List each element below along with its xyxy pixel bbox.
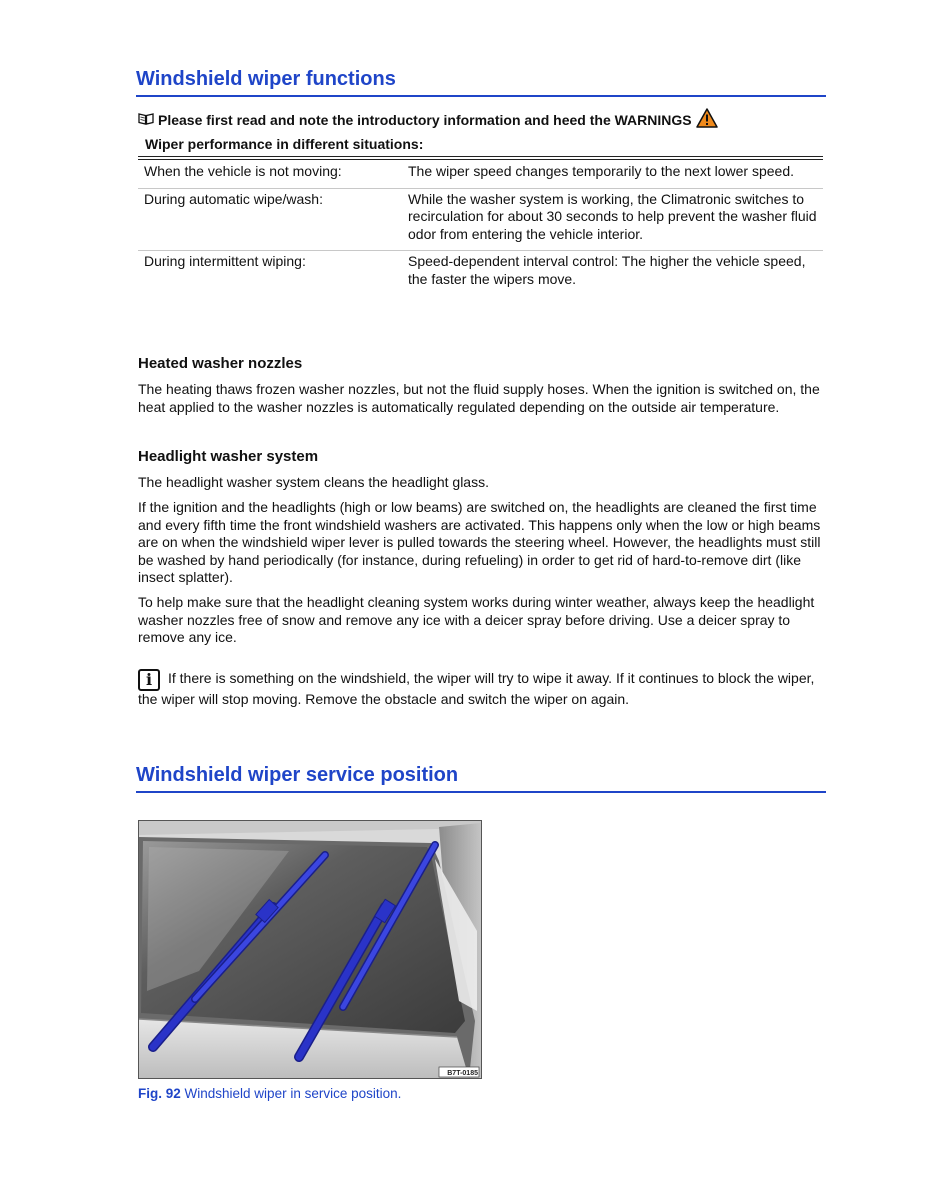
figure-code: B7T-0185 [447,1070,478,1077]
figure-caption [138,1086,401,1101]
info-note [138,669,828,709]
table-caption: Wiper performance in different situations: [145,136,424,152]
wiper-service-position-figure [138,820,482,1079]
situation-cell: During automatic wipe/wash: [144,190,323,207]
table-row [138,251,823,296]
headlight-washer-paragraph: The headlight washer system cleans the headlight glass. [138,474,489,490]
section-title-service-position: Windshield wiper service position [136,764,826,793]
note-text: If there is something on the windshield, the wiper will try to wipe it away. If it continues to block the wiper, the wiper will stop moving. Remove the obstacle and switch the wiper on again. [138,670,815,707]
warning-triangle-icon [696,108,718,131]
figure-number: Fig. 92 [138,1086,181,1101]
situation-cell: When the vehicle is not moving: [144,163,342,179]
table-top-rule [138,156,823,157]
section-title-wiper-functions: Windshield wiper functions [136,68,826,97]
situation-cell: During intermittent wiping: [144,253,306,269]
table-row [138,161,823,188]
figure-caption-text: Windshield wiper in service position. [184,1086,402,1101]
heated-nozzles-heading: Heated washer nozzles [138,355,303,372]
heated-nozzles-text: The heating thaws frozen washer nozzles, but not the fluid supply hoses. When the ignition is switched on, the heat applied to the washer nozzles is automatically regulated depending on the outside air temperature. [138,381,820,415]
book-icon [138,112,154,128]
info-icon: i [138,669,160,691]
table-top-rule-inner [138,159,823,160]
headlight-washer-paragraph: If the ignition and the headlights (high or low beams) are switched on, the headlights are cleaned the first time and every fifth time the front windshield washers are activated. This happens only when the low or high beams are on when the windshield wiper lever is pulled towards the steering wheel. However, the headlights must still be washed by hand periodically (for instance, during refueling) in order to get rid of hard-to-remove dirt (like insect splatter). [138,499,821,585]
headlight-washer-heading: Headlight washer system [138,448,319,465]
introductory-notice [138,108,828,131]
wiper-performance-table [138,161,823,295]
behavior-cell: The wiper speed changes temporarily to the next lower speed. [408,163,794,179]
notice-text: Please first read and note the introductory information and heed the WARNINGS [158,111,692,128]
behavior-cell: Speed-dependent interval control: The higher the vehicle speed, the faster the wipers move. [408,253,806,287]
windshield-illustration [139,821,481,1078]
table-row [138,188,823,251]
headlight-washer-paragraph: To help make sure that the headlight cleaning system works during winter weather, always keep the headlight washer nozzles free of snow and remove any ice with a deicer spray before driving. Use a deicer spray to remove any ice. [138,594,815,645]
behavior-cell: While the washer system is working, the Climatronic switches to recirculation for about 30 seconds to help prevent the washer fluid odor from entering the vehicle interior. [408,190,817,242]
